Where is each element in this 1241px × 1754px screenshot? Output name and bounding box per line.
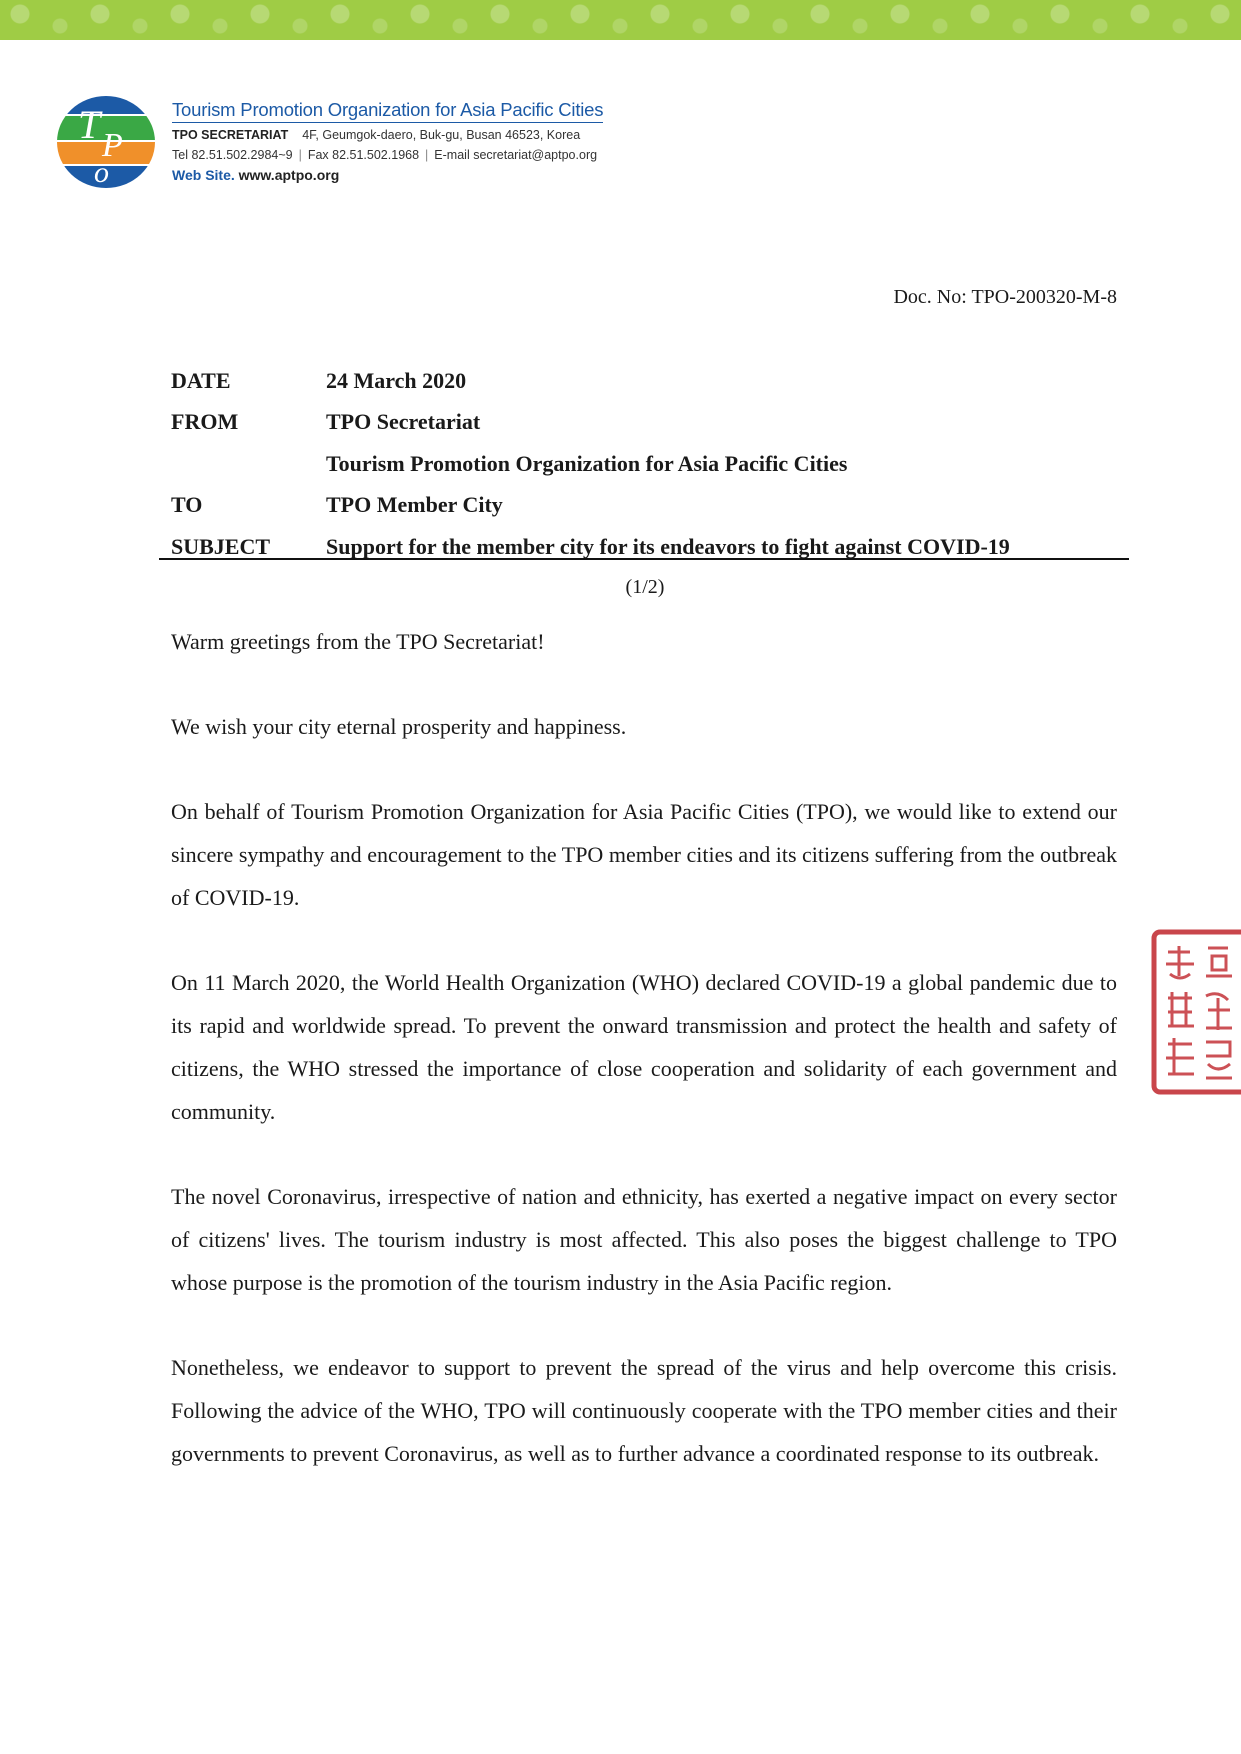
email-text: E-mail secretariat@aptpo.org: [434, 148, 598, 162]
website-label: Web Site.: [172, 167, 235, 183]
date-row: [171, 360, 1131, 402]
website-link[interactable]: www.aptpo.org: [238, 167, 340, 183]
official-seal-stamp-icon: [1150, 928, 1241, 1100]
from-value: TPO Secretariat: [326, 409, 481, 435]
address-text: 4F, Geumgok-daero, Buk-gu, Busan 46523, Korea: [302, 128, 581, 142]
date-value: 24 March 2020: [326, 367, 467, 393]
body-paragraph: We wish your city eternal prosperity and happiness.: [171, 714, 627, 739]
to-row: [171, 485, 1131, 527]
from-value-org: Tourism Promotion Organization for Asia Pacific Cities: [326, 450, 848, 476]
subject-key: SUBJECT: [171, 533, 271, 559]
svg-text:T: T: [78, 102, 101, 147]
letter-body: [171, 620, 1117, 1517]
document-number: Doc. No: TPO-200320-M-8: [893, 286, 1117, 308]
fax-text: Fax 82.51.502.1968: [307, 148, 420, 162]
svg-text:o: o: [94, 156, 109, 189]
body-paragraph: Nonetheless, we endeavor to support to prevent the spread of the virus and help overcome this crisis. Following the advice of the WHO, TPO will continuously cooperate with the TPO member cities and their governments to prevent Coronavirus, as well as to further advance a coordinated response to its outbreak.: [171, 1355, 1117, 1466]
date-key: DATE: [171, 367, 231, 393]
subject-row: [171, 526, 1131, 568]
secretariat-address-line: [172, 128, 580, 142]
tel-text: Tel 82.51.502.2984~9: [172, 148, 293, 162]
decorative-header-band: [0, 0, 1241, 40]
body-paragraph: On 11 March 2020, the World Health Organization (WHO) declared COVID-19 a global pandemic due to its rapid and worldwide spread. To prevent the onward transmission and protect the health and safety of citizens, the WHO stressed the importance of close cooperation and solidarity of each government and community.: [171, 970, 1117, 1124]
tpo-logo-icon: [56, 94, 156, 190]
from-key: FROM: [171, 409, 239, 435]
separator: |: [298, 148, 302, 162]
separator: |: [425, 148, 429, 162]
to-value: TPO Member City: [326, 492, 503, 518]
header-divider: [159, 558, 1129, 560]
organization-name: Tourism Promotion Organization for Asia Pacific Cities: [172, 99, 603, 123]
from-row-cont: [171, 443, 1131, 485]
body-paragraph: The novel Coronavirus, irrespective of nation and ethnicity, has exerted a negative impact on every sector of citizens' lives. The tourism industry is most affected. This also poses the biggest challenge to TPO whose purpose is the promotion of the tourism industry in the Asia Pacific region.: [171, 1184, 1117, 1295]
svg-text:P: P: [102, 127, 123, 164]
from-row: [171, 402, 1131, 444]
page-indicator: (1/2): [625, 576, 665, 598]
body-paragraph: Warm greetings from the TPO Secretariat!: [171, 629, 545, 654]
website-line: [172, 167, 339, 183]
subject-value: Support for the member city for its endeavors to fight against COVID-19: [326, 533, 1010, 559]
body-paragraph: On behalf of Tourism Promotion Organization for Asia Pacific Cities (TPO), we would like to extend our sincere sympathy and encouragement to the TPO member cities and its citizens suffering from the outbreak of COVID-19.: [171, 799, 1117, 910]
contact-line: [172, 148, 597, 162]
memo-header-table: [171, 360, 1131, 568]
to-key: TO: [171, 492, 203, 518]
secretariat-label: TPO SECRETARIAT: [172, 128, 289, 142]
